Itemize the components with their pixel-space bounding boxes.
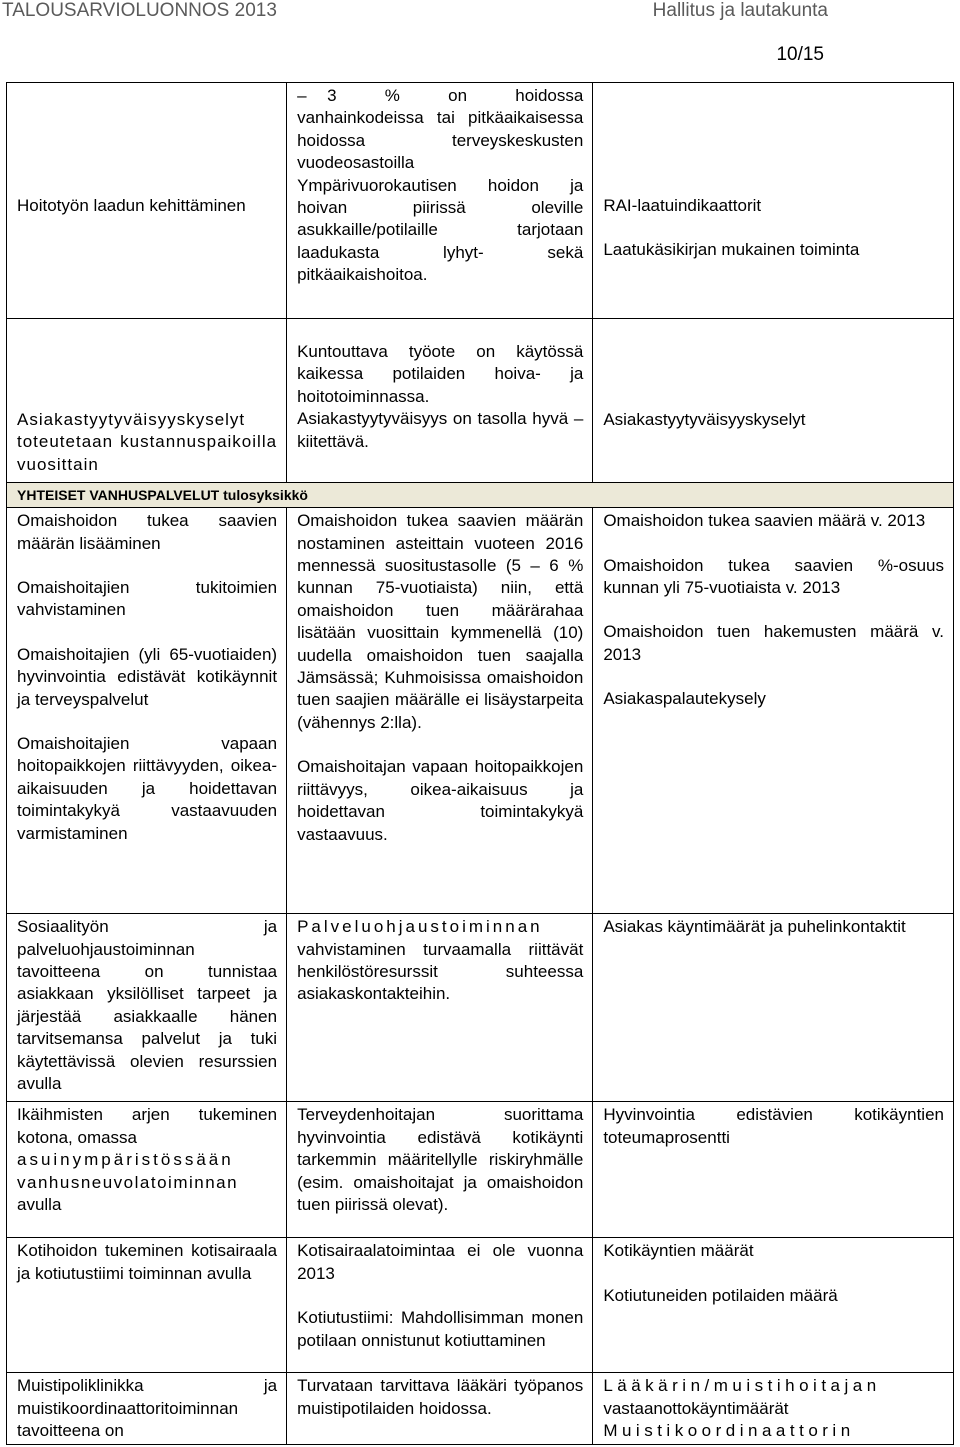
target-text: Kotiutustiimi: Mahdollisimman monen potilaan onnistunut kotiuttaminen [297,1308,584,1350]
goal-text: Asiakastyytyväisyyskyselyt toteutetaan kustannuspaikoilla vuosittain [17,410,278,474]
indicator-text: Omaishoidon tuen hakemusten määrä v. 2013 [603,622,944,664]
table-row [7,914,954,1102]
target-text: vahvistaminen turvaamalla riittävät henkilöstöresurssit suhteessa asiakaskontakteihin. [297,939,584,1004]
target-text: Palveluohjaustoiminnan [297,917,543,937]
indicator-text: Lääkärin/muistihoitajan [603,1376,881,1396]
section-title: YHTEISET VANHUSPALVELUT tulosyksikkö [7,483,954,508]
organization-name: Hallitus ja lautakunta [652,0,828,21]
table-row [7,1238,954,1373]
target-cell [287,1373,593,1445]
goal-text: Muistipoliklinikka ja muistikoordinaattoritoiminnan tavoitteena on [17,1376,278,1441]
goal-text: avulla [17,1195,62,1215]
target-text: Terveydenhoitajan suorittama hyvinvointia edistävä kotikäynti tarkemmin määritellylle riskiryhmälle (esim. omaishoitajat ja omaishoidon tuen piirissä olevat). [297,1105,584,1215]
indicator-text: Kotikäyntien määrät [603,1241,754,1261]
indicator-text: Omaishoidon tukea saavien määrä v. 2013 [603,511,926,531]
indicator-text: vastaanottokäyntimäärät [603,1398,789,1418]
target-cell [287,914,593,1102]
indicator-text: RAI-laatuindikaattorit [603,196,762,215]
indicator-cell [593,83,954,319]
table-row [7,83,954,319]
indicator-text: Asiakastyytyväisyyskyselyt [603,410,806,429]
target-cell [287,1238,593,1373]
table-row [7,1102,954,1238]
indicator-cell [593,508,954,914]
indicator-cell [593,1238,954,1373]
goal-text: Kotihoidon tukeminen kotisairaala ja kotiutustiimi toiminnan avulla [17,1241,278,1283]
goal-text: Omaishoidon tukea saavien määrän lisääminen [17,511,278,553]
indicator-text: Laatukäsikirjan mukainen toiminta [603,240,860,260]
target-cell [287,319,593,483]
target-cell [287,1102,593,1238]
target-text: Kotisairaalatoimintaa ei ole vuonna 2013 [297,1241,584,1283]
indicator-text: Asiakas käyntimäärät ja puhelinkontaktit [603,917,906,937]
target-text: Turvataan tarvittava lääkäri työpanos muistipotilaiden hoidossa. [297,1376,584,1418]
table-row [7,508,954,914]
goal-cell [7,1238,287,1373]
goal-text: Omaishoitajien vapaan hoitopaikkojen riittävyyden, oikea-aikaisuuden ja hoidettavan toimintakykyä vastaavuuden varmistaminen [17,734,278,843]
indicator-text: Kotiutuneiden potilaiden määrä [603,1285,838,1305]
dash: – [297,86,307,105]
target-text: Kuntouttava työote on käytössä kaikessa potilaiden hoiva- ja hoitotoiminnassa. [297,342,584,406]
goal-cell [7,1102,287,1238]
indicator-cell [593,1373,954,1445]
goal-cell [7,508,287,914]
target-bullet-text: 3 % on hoidossa vanhainkodeissa tai pitkäaikaisessa hoidossa terveyskeskusten vuodeosastoilla [297,86,584,173]
goal-text: Hoitotyön laadun kehittäminen [17,196,246,215]
section-header [7,483,954,508]
indicator-text: Muistikoordinaattorin [603,1421,855,1441]
goal-cell [7,914,287,1102]
target-text: Ympärivuorokautisen hoidon ja hoivan piirissä oleville asukkaille/potilaille tarjotaan laadukasta lyhyt- sekä pitkäaikaishoitoa. [297,175,584,285]
goal-text: Omaishoitajien tukitoimien vahvistaminen [17,578,278,620]
goals-table [6,82,954,1445]
table-row [7,319,954,483]
target-cell [287,508,593,914]
goal-cell [7,83,287,319]
goal-cell [7,1373,287,1445]
target-text: Asiakastyytyväisyys on tasolla hyvä – kiitettävä. [297,409,584,451]
page-number: 10/15 [776,44,824,65]
document-title: TALOUSARVIOLUONNOS 2013 [2,0,277,21]
target-text: Omaishoidon tukea saavien määrän nostaminen asteittain vuoteen 2016 mennessä suositustasolle (5 – 6 % kunnan 75-vuotiaista) niin, että omaishoidon tuen määrärahaa lisätään vuosittain kymmenellä (10) uudella omaishoidon tuen saajalla Jämsässä; Kuhmoisissa omaishoidon tuen saajien määrälle ei lisäystarpeita (vähennys 2:lla). [297,511,584,732]
indicator-text: Hyvinvointia edistävien kotikäyntien toteumaprosentti [603,1105,944,1147]
goal-text: vanhusneuvolatoiminnan [17,1172,239,1192]
goal-text: Ikäihmisten arjen tukeminen kotona, omassa [17,1105,278,1147]
goal-text: Sosiaalityön ja palveluohjaustoiminnan tavoitteena on tunnistaa asiakkaan yksilölliset tarpeet ja järjestää asiakkaalle hänen tarvitsemansa palvelut ja tuki käytettävissä olevien resurssien avulla [17,917,278,1094]
target-text [297,85,583,175]
goal-text: asuinympäristössään [17,1150,234,1170]
target-text: Omaishoitajan vapaan hoitopaikkojen riittävyys, oikea-aikaisuus ja hoidettavan toimintakykyä vastaavuus. [297,757,584,844]
target-cell [287,83,593,319]
goal-cell [7,319,287,483]
goal-text: Omaishoitajien (yli 65-vuotiaiden) hyvinvointia edistävät kotikäynnit ja terveyspalvelut [17,644,278,709]
table-row [7,1373,954,1445]
indicator-text: Omaishoidon tukea saavien %-osuus kunnan yli 75-vuotiaista v. 2013 [603,555,944,598]
indicator-text: Asiakaspalautekysely [603,689,766,709]
indicator-cell [593,914,954,1102]
indicator-cell [593,319,954,483]
indicator-cell [593,1102,954,1238]
page-header [0,0,960,68]
